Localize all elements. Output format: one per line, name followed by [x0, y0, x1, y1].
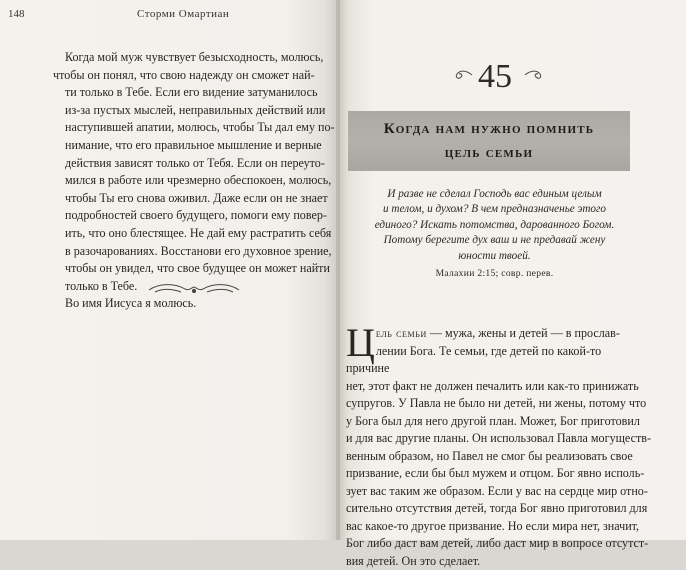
text-line: венным образом, но Павел не смог бы реализовать свое: [346, 448, 634, 466]
text-line: в разочарованиях. Восстанови его духовное зрение,: [53, 243, 315, 261]
flourish-divider-icon: [145, 281, 243, 297]
chapter-flourish-left-icon: [452, 68, 474, 82]
lead-small-caps: ель семьи: [376, 326, 427, 340]
epigraph: [362, 187, 627, 264]
text-line: Бог либо даст вам детей, либо даст мир в вопросе отсутст-: [346, 535, 634, 553]
text-line: лении Бога. Те семьи, где детей по какой-то причине: [346, 344, 601, 376]
text-line: ти только в Тебе. Если его видение затуманилось: [53, 84, 315, 102]
epigraph-line: единого? Искать потомства, дарованного Богом.: [362, 218, 627, 233]
text-line: вия детей. Он это сделает.: [346, 553, 634, 570]
text-line: чтобы он понял, что свою надежду он сможет най-: [53, 67, 315, 85]
chapter-flourish-right-icon: [523, 68, 545, 82]
page-number: 148: [8, 8, 25, 20]
text-line: из-за пустых мыслей, неправильных действий или: [53, 102, 315, 120]
chapter-title-banner: [348, 111, 630, 171]
chapter-body: [346, 325, 634, 570]
text-line: мился в работе или чрезмерно обеспокоен, молюсь,: [53, 172, 315, 190]
text-line: вас какое-то другое призвание. Но если мира нет, значит,: [346, 518, 634, 536]
epigraph-line: и телом, и духом? В чем предназначенье этого: [362, 202, 627, 217]
text-line: нет, этот факт не должен печалить или как-то принижать: [346, 378, 634, 396]
text-line: только в Тебе.: [53, 278, 315, 296]
closing-line: Во имя Иисуса я молюсь.: [53, 295, 315, 313]
running-head-author: Сторми Омартиан: [137, 8, 229, 20]
text-line: зует вас таким же образом. Если у вас на сердце мир отно-: [346, 483, 634, 501]
prayer-closing: [53, 295, 315, 313]
text-line: ить, что оно блестящее. Не дай ему растратить себя: [53, 225, 315, 243]
book-spine: [336, 0, 340, 540]
epigraph-line: юности твоей.: [362, 249, 627, 264]
chapter-title-line1: Когда нам нужно помнить: [348, 121, 630, 138]
epigraph-reference: Малахии 2:15; совр. перев.: [362, 268, 627, 279]
text-line: действия зависят только от Тебя. Если он переуто-: [53, 155, 315, 173]
text-line: и для вас другие планы. Он использовал Павла могуществ-: [346, 430, 634, 448]
text-line: сительно отсутствия детей, тогда Бог явно приготовил для: [346, 500, 634, 518]
text-line: чтобы Ты его снова оживил. Даже если он не знает: [53, 190, 315, 208]
text-line: чтобы он увидел, что свое будущее он может найти: [53, 260, 315, 278]
prayer-text: [53, 49, 315, 313]
prayer-paragraph: [53, 49, 315, 295]
epigraph-line: Потому берегите дух ваш и не предавай жену: [362, 233, 627, 248]
first-line-rest: — мужа, жены и детей — в прослав-: [427, 326, 620, 340]
chapter-title-line2: цель семьи: [348, 145, 630, 162]
chapter-number: 45: [478, 58, 512, 96]
text-line: подробностей своего будущего, помоги ему повер-: [53, 207, 315, 225]
text-line: у Бога был для него другой план. Может, Бог приготовил: [346, 413, 634, 431]
text-line: супругов. У Павла не было ни детей, ни жены, потому что: [346, 395, 634, 413]
text-line: наступившей апатии, молюсь, чтобы Ты дал ему по-: [53, 119, 315, 137]
text-line: призвание, если бы был мужем и отцом. Бог явно исполь-: [346, 465, 634, 483]
text-line: Когда мой муж чувствует безысходность, молюсь,: [53, 49, 315, 67]
epigraph-line: И разве не сделал Господь вас единым целым: [362, 187, 627, 202]
drop-cap: Ц: [346, 326, 375, 360]
text-line: нимание, что его правильное мышление и верные: [53, 137, 315, 155]
